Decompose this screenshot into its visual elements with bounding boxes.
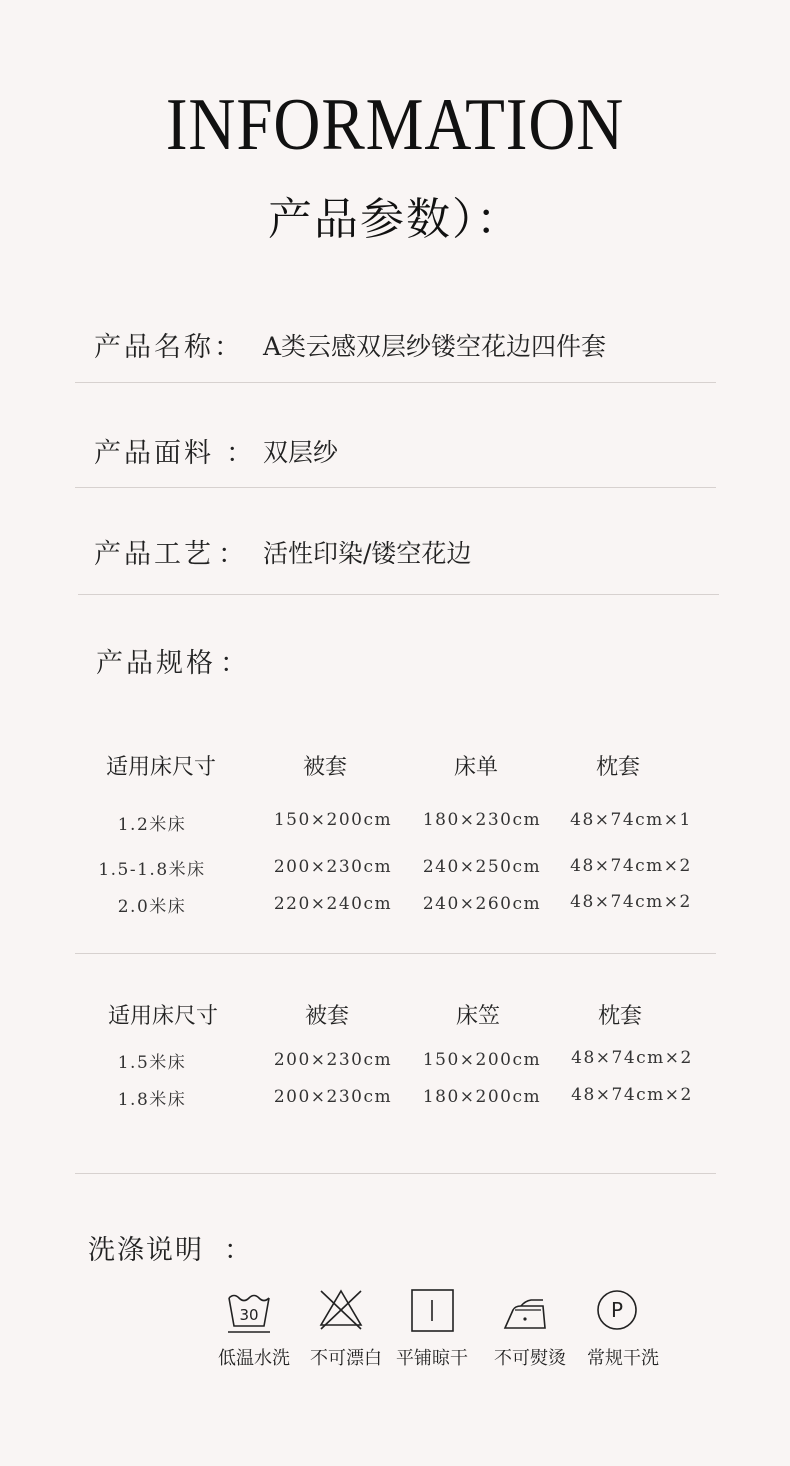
table1-cell: 2.0米床 xyxy=(117,897,187,917)
divider xyxy=(75,953,716,954)
table1-header: 枕套 xyxy=(595,755,640,780)
care-label: 常规干洗 xyxy=(587,1348,659,1369)
info-label-name: 产品名称 xyxy=(94,332,214,363)
info-colon: ： xyxy=(226,438,253,469)
dry-clean-letter: P xyxy=(610,1298,624,1322)
table1-cell: 48×74cm×2 xyxy=(570,856,692,876)
table2-cell: 150×200cm xyxy=(422,1050,542,1070)
divider xyxy=(75,382,716,383)
care-label: 平铺晾干 xyxy=(396,1348,468,1369)
table2-cell: 1.8米床 xyxy=(117,1090,187,1110)
care-title: 洗涤说明 xyxy=(88,1235,204,1266)
table2-header: 被套 xyxy=(304,1004,349,1029)
care-label: 低温水洗 xyxy=(218,1348,290,1369)
table1-cell: 150×200cm xyxy=(273,810,393,830)
table2-cell: 180×200cm xyxy=(422,1087,542,1107)
table2-cell: 1.5米床 xyxy=(117,1053,187,1073)
table1-cell: 240×260cm xyxy=(422,894,542,914)
care-label: 不可漂白 xyxy=(310,1348,382,1369)
divider xyxy=(75,487,716,488)
info-value-craft: 活性印染/镂空花边 xyxy=(263,539,472,568)
info-colon: ： xyxy=(218,539,245,570)
info-value-fabric: 双层纱 xyxy=(263,438,339,467)
table1-header: 被套 xyxy=(302,755,347,780)
care-label: 不可熨烫 xyxy=(494,1348,566,1369)
table1-cell: 48×74cm×1 xyxy=(570,810,692,830)
divider xyxy=(78,594,719,595)
table2-header: 床笠 xyxy=(455,1004,500,1029)
page-headline: INFORMATION xyxy=(165,84,625,166)
table2-cell: 48×74cm×2 xyxy=(571,1048,693,1068)
table1-cell: 48×74cm×2 xyxy=(570,892,692,912)
table1-cell: 1.5-1.8米床 xyxy=(98,860,206,880)
no-iron-icon xyxy=(501,1288,547,1334)
info-label-craft: 产品工艺 xyxy=(94,539,214,570)
info-value-name: A类云感双层纱镂空花边四件套 xyxy=(263,332,607,361)
info-colon: ： xyxy=(214,332,241,363)
table1-cell: 180×230cm xyxy=(422,810,542,830)
divider xyxy=(75,1173,716,1174)
no-bleach-icon xyxy=(318,1286,364,1332)
table1-header: 适用床尺寸 xyxy=(105,755,216,780)
page-subtitle: 产品参数）： xyxy=(268,194,522,245)
table1-cell: 200×230cm xyxy=(273,857,393,877)
info-label-spec: 产品规格 xyxy=(96,648,216,679)
care-colon: ： xyxy=(224,1235,251,1266)
table2-header: 枕套 xyxy=(597,1004,642,1029)
table1-cell: 220×240cm xyxy=(273,894,393,914)
table2-header: 适用床尺寸 xyxy=(107,1004,218,1029)
table2-cell: 200×230cm xyxy=(273,1087,393,1107)
wash-30-icon xyxy=(226,1288,272,1334)
table2-cell: 200×230cm xyxy=(273,1050,393,1070)
table2-cell: 48×74cm×2 xyxy=(571,1085,693,1105)
info-colon: ： xyxy=(220,648,247,679)
table1-cell: 1.2米床 xyxy=(117,815,187,835)
info-label-fabric: 产品面料 xyxy=(94,438,214,469)
dry-clean-icon xyxy=(594,1287,640,1333)
wash-temp-text: 30 xyxy=(239,1306,259,1324)
table1-header: 床单 xyxy=(453,755,498,780)
table1-cell: 240×250cm xyxy=(422,857,542,877)
flat-dry-icon xyxy=(410,1288,456,1334)
